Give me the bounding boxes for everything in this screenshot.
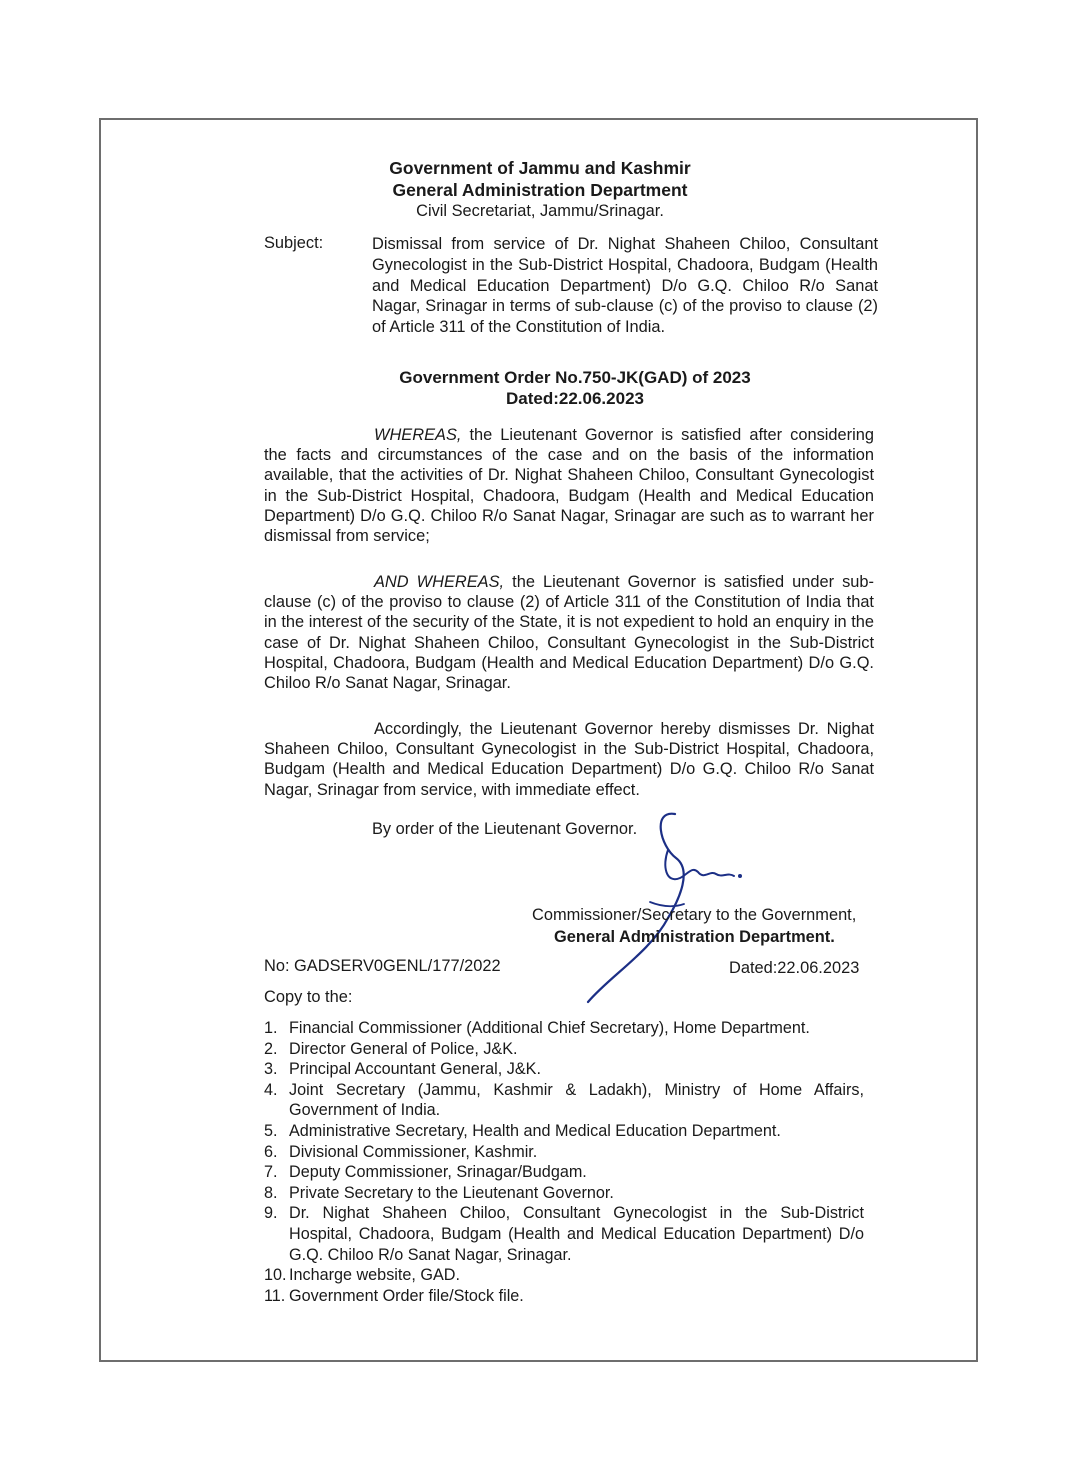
list-item-text: Financial Commissioner (Additional Chief Secretary), Home Department. xyxy=(289,1019,810,1037)
list-item-number: 9. xyxy=(264,1204,278,1223)
list-item-number: 5. xyxy=(264,1121,278,1140)
paragraph-whereas xyxy=(264,425,874,546)
list-item-text: Deputy Commissioner, Srinagar/Budgam. xyxy=(289,1163,587,1182)
header-address: Civil Secretariat, Jammu/Srinagar. xyxy=(416,202,664,220)
header-department: General Administration Department xyxy=(392,180,688,200)
list-item xyxy=(264,1265,864,1286)
list-item-text: Dr. Nighat Shaheen Chiloo, Consultant Gynecologist in the Sub-District Hospital, Chadoora, Budgam (Health and Medical Education Department) D/o G.Q. Chiloo R/o Sanat Nagar, Srinagar. xyxy=(289,1204,864,1264)
signatory-department: General Administration Department. xyxy=(554,928,835,946)
paragraph-lead: WHEREAS, xyxy=(374,426,462,444)
list-item-text: Joint Secretary (Jammu, Kashmir & Ladakh), Ministry of Home Affairs, Government of India. xyxy=(289,1080,864,1120)
signatory-title: Commissioner/Secretary to the Government, xyxy=(532,906,857,924)
list-item-number: 8. xyxy=(264,1183,278,1202)
paragraph-body: the Lieutenant Governor is satisfied under sub-clause (c) of the proviso to clause (2) of Article 311 of the Constitution of India that in the interest of the security of the State, it is not expedient to hold an enquiry in the case of Dr. Nighat Shaheen Chiloo, Consultant Gynecologist in the Sub-District Hospital, Chadoora, Budgam (Health and Medical Education Department) D/o G.Q. Chiloo R/o Sanat Nagar, Srinagar. xyxy=(264,573,874,693)
list-item-number: 2. xyxy=(264,1039,278,1058)
paragraph-body: Accordingly, the Lieutenant Governor hereby dismisses Dr. Nighat Shaheen Chiloo, Consultant Gynecologist in the Sub-District Hospital, Chadoora, Budgam (Health and Medical Education Department) D/o G.Q. Chiloo R/o Sanat Nagar, Srinagar from service, with immediate effect. xyxy=(264,720,874,799)
list-item-text: Divisional Commissioner, Kashmir. xyxy=(289,1142,538,1161)
list-item xyxy=(264,1018,864,1039)
order-number: Government Order No.750-JK(GAD) of 2023 xyxy=(399,368,751,387)
list-item xyxy=(264,1183,864,1204)
list-item xyxy=(264,1286,864,1307)
paragraph-lead: AND WHEREAS, xyxy=(374,573,505,591)
reference-number: No: GADSERV0GENL/177/2022 xyxy=(264,957,501,975)
list-item-text: Government Order file/Stock file. xyxy=(289,1286,524,1305)
list-item xyxy=(264,1142,864,1163)
reference-date: Dated:22.06.2023 xyxy=(729,959,860,977)
list-item xyxy=(264,1203,864,1265)
list-item xyxy=(264,1162,864,1183)
list-item xyxy=(264,1121,864,1142)
list-item-text: Administrative Secretary, Health and Medical Education Department. xyxy=(289,1121,781,1140)
subject-label: Subject: xyxy=(264,234,324,252)
list-item-text: Director General of Police, J&K. xyxy=(289,1039,518,1058)
list-item-number: 7. xyxy=(264,1163,278,1182)
paragraph-body: the Lieutenant Governor is satisfied after considering the facts and circumstances of the case and on the basis of the information available, that the activities of Dr. Nighat Shaheen Chiloo, Consultant Gynecologist in the Sub-District Hospital, Chadoora, Budgam (Health and Medical Education Department) D/o G.Q. Chiloo R/o Sanat Nagar, Srinagar are such as to warrant her dismissal from service; xyxy=(264,426,874,546)
subject-text: Dismissal from service of Dr. Nighat Shaheen Chiloo, Consultant Gynecologist in the Sub-District Hospital, Chadoora, Budgam (Health and Medical Education Department) D/o G.Q. Chiloo R/o Sanat Nagar, Srinagar in terms of sub-clause (c) of the proviso to clause (2) of Article 311 of the Constitution of India. xyxy=(372,235,878,337)
order-date: Dated:22.06.2023 xyxy=(506,389,644,408)
list-item-text: Incharge website, GAD. xyxy=(289,1266,460,1285)
header-government: Government of Jammu and Kashmir xyxy=(389,158,691,178)
list-item xyxy=(264,1080,864,1121)
paragraph-and-whereas xyxy=(264,572,874,693)
list-item-text: Principal Accountant General, J&K. xyxy=(289,1060,541,1079)
list-item-number: 6. xyxy=(264,1142,278,1161)
list-item xyxy=(264,1059,864,1080)
copy-to-list xyxy=(264,1018,864,1306)
by-order-line: By order of the Lieutenant Governor. xyxy=(372,820,638,838)
list-item-number: 11. xyxy=(264,1286,286,1305)
list-item-number: 4. xyxy=(264,1080,278,1099)
list-item-number: 1. xyxy=(264,1019,278,1037)
list-item-text: Private Secretary to the Lieutenant Governor. xyxy=(289,1183,614,1202)
paragraph-accordingly xyxy=(264,719,874,800)
list-item xyxy=(264,1039,864,1060)
list-item-number: 10. xyxy=(264,1266,287,1285)
copy-to-label: Copy to the: xyxy=(264,988,353,1006)
list-item-number: 3. xyxy=(264,1060,278,1079)
